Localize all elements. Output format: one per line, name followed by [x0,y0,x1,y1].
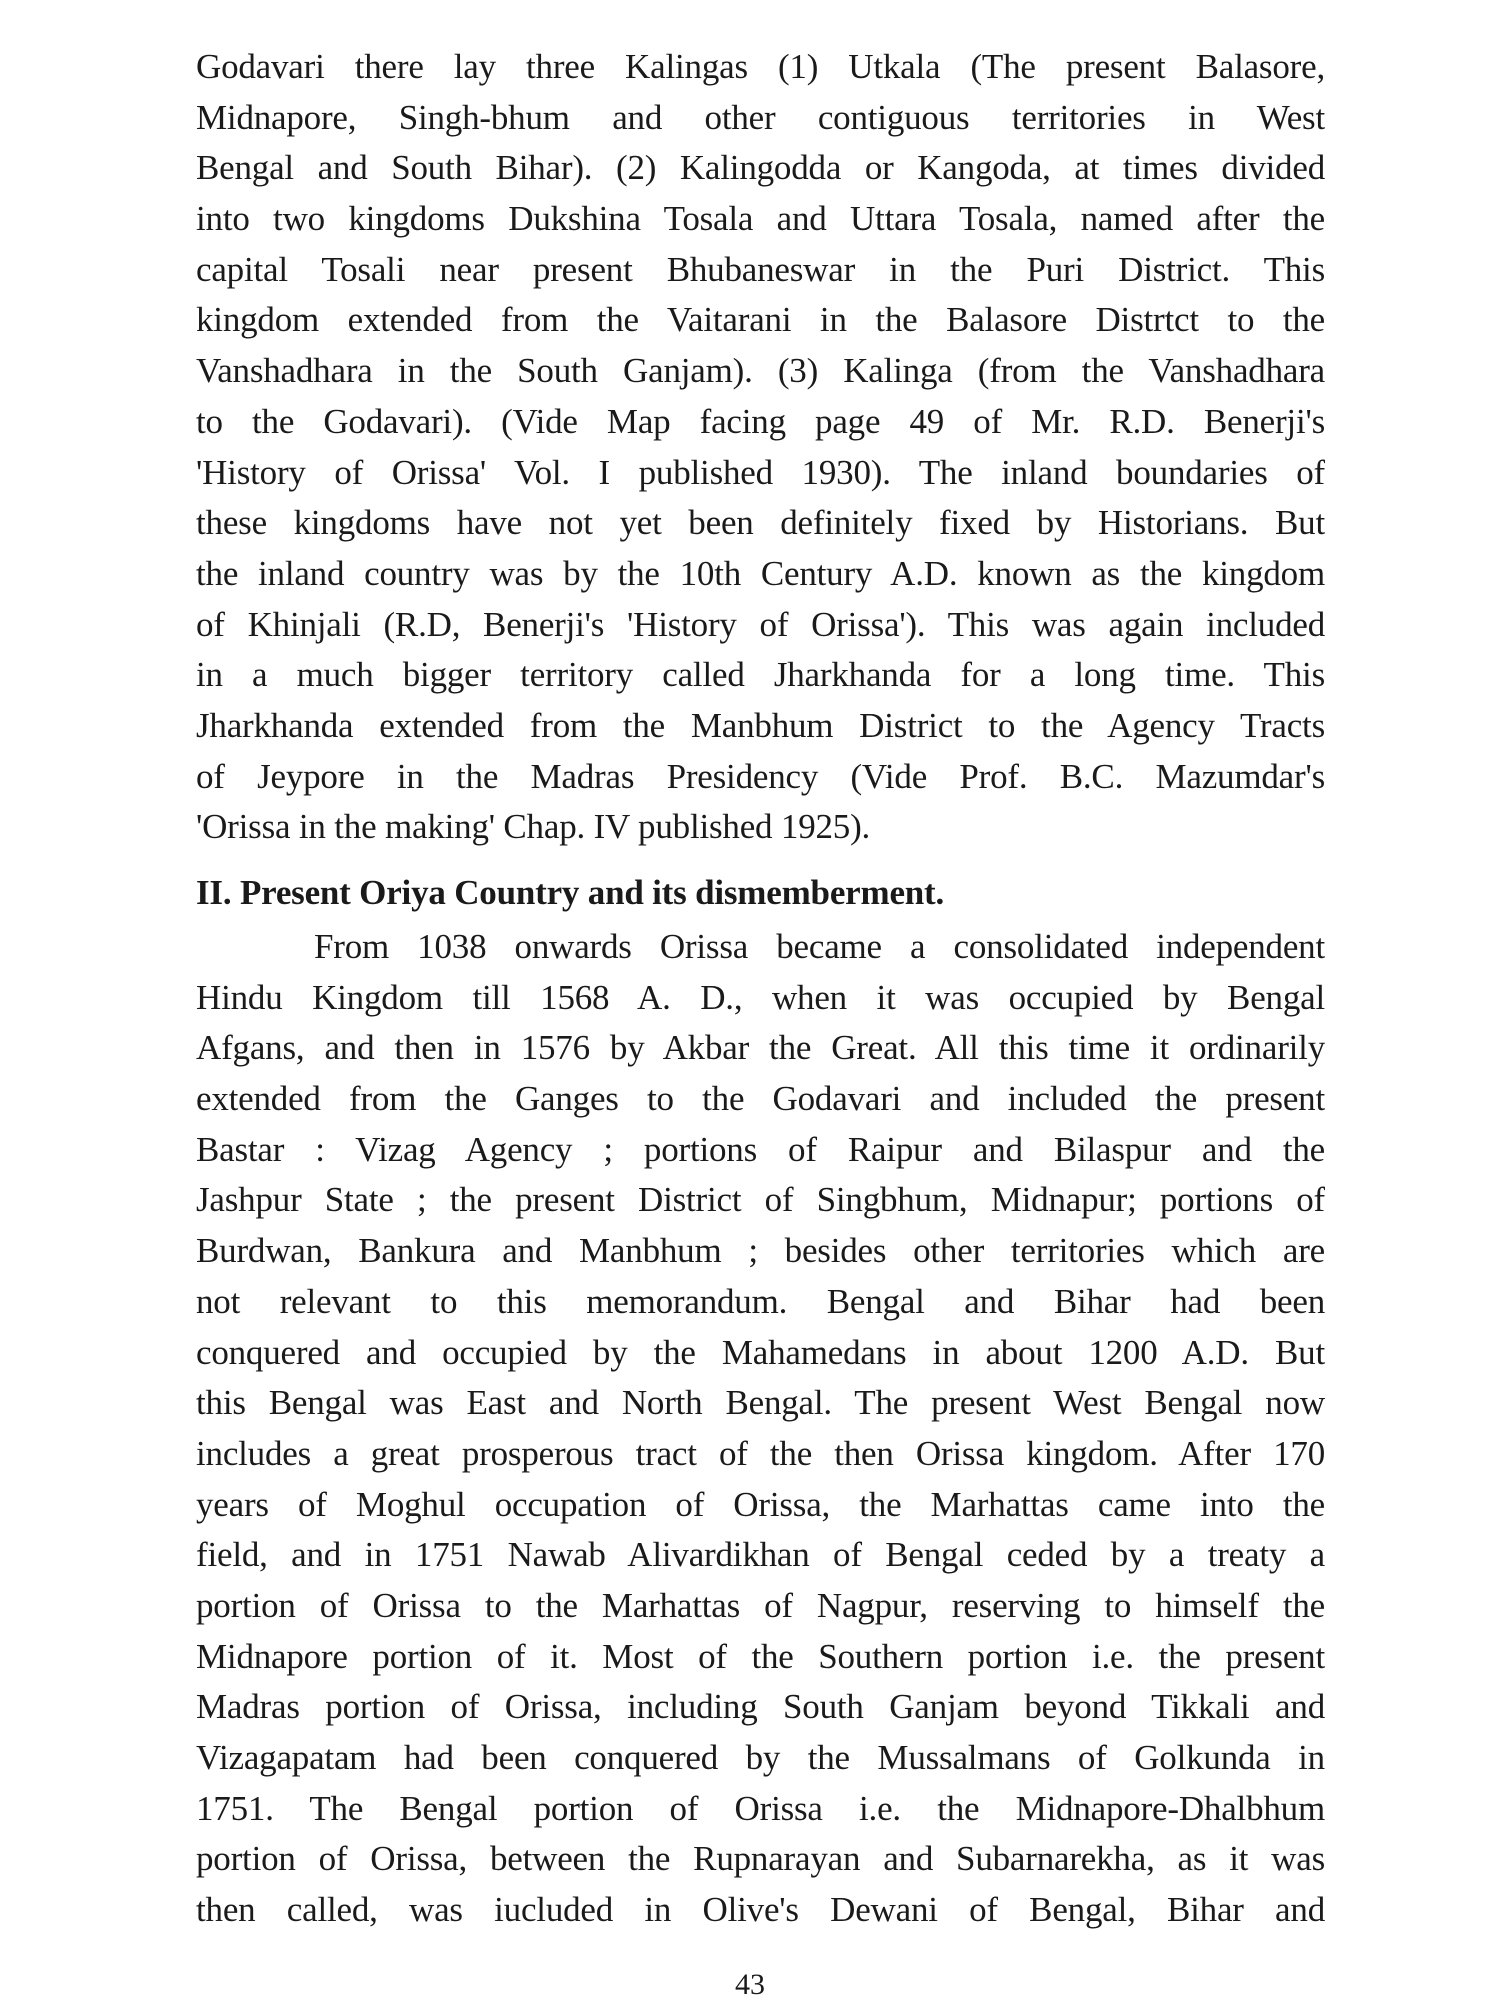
text-line: kingdom extended from the Vaitarani in the Balasore Distrtct to the [196,300,1325,340]
text-line: portion of Orissa to the Marhattas of Nagpur, reserving to himself the [196,1585,1325,1625]
text-line: Afgans, and then in 1576 by Akbar the Great. All this time it ordinarily [196,1028,1325,1068]
text-line: not relevant to this memorandum. Bengal and Bihar had been [196,1281,1325,1321]
text-line: Burdwan, Bankura and Manbhum ; besides other territories which are [196,1231,1325,1271]
text-line: Bastar : Vizag Agency ; portions of Raipur and Bilaspur and the [196,1129,1325,1169]
text-line: Godavari there lay three Kalingas (1) Utkala (The present Balasore, [196,47,1325,86]
text-line: Vizagapatam had been conquered by the Mussalmans of Golkunda in [196,1738,1325,1777]
text-line: From 1038 onwards Orissa became a consolidated independent [314,927,1325,966]
text-line: this Bengal was East and North Bengal. The present West Bengal now [196,1383,1325,1423]
section-heading [196,868,1325,919]
text-line: then called, was iucluded in Olive's Dewani of Bengal, Bihar and [196,1890,1325,1930]
text-line: these kingdoms have not yet been definitely fixed by Historians. But [196,503,1325,543]
text-line: Midnapore portion of it. Most of the Southern portion i.e. the present [196,1636,1325,1676]
text-line: Jashpur State ; the present District of Singbhum, Midnapur; portions of [196,1180,1325,1220]
text-line: of Jeypore in the Madras Presidency (Vide Prof. B.C. Mazumdar's [196,756,1325,796]
text-line: in a much bigger territory called Jharkhanda for a long time. This [196,655,1325,695]
text-line: Jharkhanda extended from the Manbhum District to the Agency Tracts [196,705,1325,745]
text-line: the inland country was by the 10th Century A.D. known as the kingdom [196,553,1325,593]
text-line: Bengal and South Bihar). (2) Kalingodda or Kangoda, at times divided [196,148,1325,188]
text-line: Hindu Kingdom till 1568 A. D., when it was occupied by Bengal [196,977,1325,1017]
text-line: years of Moghul occupation of Orissa, the Marhattas came into the [196,1484,1325,1524]
text-line: extended from the Ganges to the Godavari and included the present [196,1079,1325,1119]
paragraph-2 [196,922,1325,1936]
text-line: into two kingdoms Dukshina Tosala and Uttara Tosala, named after the [196,199,1325,239]
text-line: 1751. The Bengal portion of Orissa i.e. the Midnapore-Dhalbhum [196,1788,1325,1828]
text-line: field, and in 1751 Nawab Alivardikhan of Bengal ceded by a treaty a [196,1535,1325,1575]
paragraph-1 [196,42,1325,853]
page-number: 43 [735,1968,765,2001]
text-line: Madras portion of Orissa, including South Ganjam beyond Tikkali and [196,1687,1325,1727]
text-line: conquered and occupied by the Mahamedans in about 1200 A.D. But [196,1332,1325,1372]
text-line: Midnapore, Singh-bhum and other contiguous territories in West [196,97,1325,137]
text-line: of Khinjali (R.D, Benerji's 'History of Orissa'). This was again included [196,604,1325,644]
text-line: portion of Orissa, between the Rupnarayan and Subarnarekha, as it was [196,1839,1325,1879]
text-line: 'Orissa in the making' Chap. IV published 1925). [196,807,871,847]
text-line: 'History of Orissa' Vol. I published 1930). The inland boundaries of [196,452,1325,492]
text-line: Vanshadhara in the South Ganjam). (3) Kalinga (from the Vanshadhara [196,351,1325,391]
text-line: includes a great prosperous tract of the then Orissa kingdom. After 170 [196,1433,1325,1473]
text-line: capital Tosali near present Bhubaneswar in the Puri District. This [196,249,1325,289]
heading-text: II. Present Oriya Country and its dismemberment. [196,873,945,912]
text-line: to the Godavari). (Vide Map facing page 49 of Mr. R.D. Benerji's [196,401,1325,441]
